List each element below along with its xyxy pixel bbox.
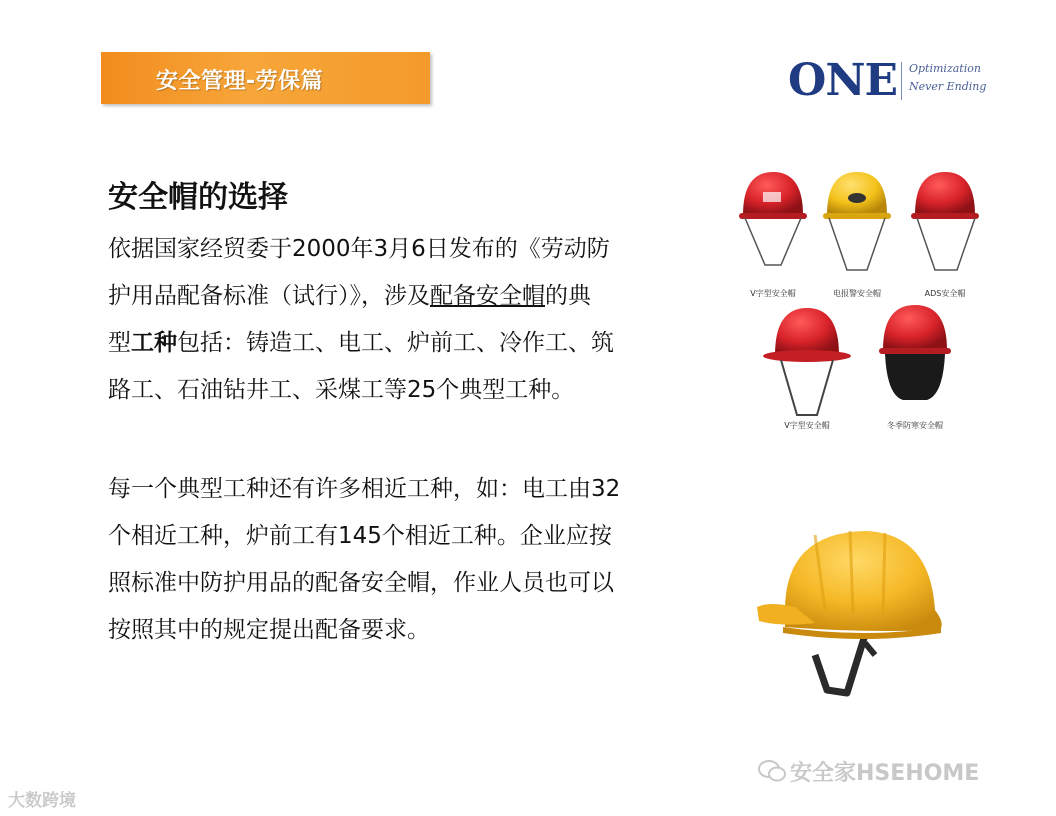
- para1-line-1: 依据国家经贸委于2000年3月6日发布的《劳动防: [108, 236, 610, 262]
- para2-line-1: 每一个典型工种还有许多相近工种，如：电工由32: [108, 476, 621, 502]
- para1-line-2-text: 护用品配备标准（试行）》，涉及: [108, 283, 430, 309]
- logo-tagline-2: Never Ending: [909, 80, 987, 93]
- helmet-caption-4: V字型安全帽: [784, 421, 830, 430]
- paragraph-2: [108, 466, 718, 654]
- helmet-caption-5: 冬季防寒安全帽: [887, 421, 943, 430]
- yellow-helmet-icon: [755, 515, 955, 705]
- helmet-types-image: [735, 160, 980, 435]
- para2-line-3: 照标准中防护用品的配备安全帽，作业人员也可以: [108, 570, 614, 596]
- logo-brand: ONE: [788, 55, 898, 106]
- watermark-bottom-left: 大数跨境: [8, 791, 76, 811]
- para1-line-3: [108, 320, 718, 367]
- section-heading: 安全帽的选择: [108, 180, 288, 215]
- logo-tagline-1: Optimization: [909, 62, 981, 75]
- helmet-grid-illustration: [735, 160, 980, 435]
- bold-term: 工种: [131, 330, 177, 356]
- para1-line-3-start: 型: [108, 330, 131, 356]
- yellow-helmet-image: [755, 515, 955, 705]
- helmet-caption-2: 电报警安全帽: [833, 289, 881, 298]
- red-wide-brim-helmet-icon: [763, 308, 851, 415]
- para1-line-2-end: 的典: [545, 283, 591, 309]
- red-ads-helmet-icon: [911, 172, 979, 270]
- wechat-icon: [757, 758, 787, 784]
- one-logo: [788, 56, 988, 106]
- red-v-helmet-icon: [739, 172, 807, 265]
- watermark-hsehome: 安全家HSEHOME: [790, 761, 980, 786]
- banner-title: 安全管理-劳保篇: [156, 69, 324, 94]
- para1-line-4: 路工、石油钻井工、采煤工等25个典型工种。: [108, 377, 575, 403]
- paragraph-1: [108, 226, 718, 414]
- helmet-caption-3: ADS安全帽: [924, 289, 966, 298]
- logo-divider: [901, 62, 902, 100]
- yellow-alarm-helmet-icon: [823, 172, 891, 270]
- para2-line-2: 个相近工种，炉前工有145个相近工种。企业应按: [108, 523, 612, 549]
- red-winter-helmet-icon: [879, 305, 951, 400]
- underlined-term: 配备安全帽: [430, 283, 545, 309]
- para2-line-4: 按照其中的规定提出配备要求。: [108, 617, 430, 643]
- para1-line-3-text: 包括：铸造工、电工、炉前工、冷作工、筑: [177, 330, 614, 356]
- helmet-caption-1: V字型安全帽: [750, 289, 796, 298]
- para1-line-2: [108, 273, 718, 320]
- title-banner: [101, 52, 430, 104]
